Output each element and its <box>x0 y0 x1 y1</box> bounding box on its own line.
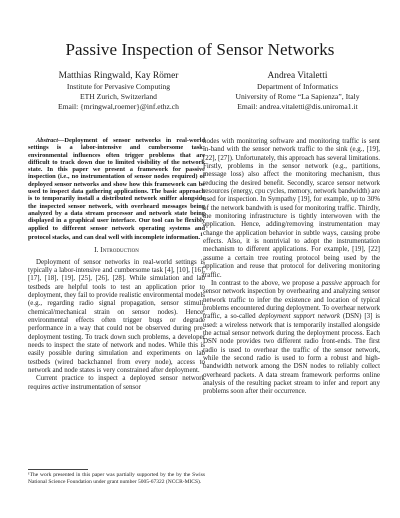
emphasis-dsn: deployment support network <box>258 312 340 321</box>
author-block-left <box>26 70 211 113</box>
author-institution: ETH Zurich, Switzerland <box>80 92 157 102</box>
section-heading: I. Introduction <box>94 245 139 255</box>
right-paragraph-1: nodes with monitoring software and monitoring traffic is sent in-band with the sensor network traffic to the sink (e.g., [19], [22], [27]). Unfortunately, this approach has several limitations. Firstly, problems in the sensor network (e.g., partitions, message loss) also affect the monitoring mechanism, thus reducing the desired benefit. Secondly, scarce sensor network resources (energy, cpu cycles, memory, network bandwidth) are used for inspection. In Sympathy [19], for example, up to 30% of the network bandwith is used for monitoring traffic. Thirdly, the monitoring infrastructure is tightly interwoven with the application. Hence, adding/removing instrumentation may change the application behavior in subtle ways, causing probe effects. Also, it is nontrivial to adopt the instrumentation mechanism to different applications. For example, [19], [22] assume a certain tree routing protocol being used by the application and reuse that protocol for delivering monitoring traffic. <box>203 137 380 279</box>
emphasis-active: active <box>52 382 69 391</box>
footnote-rule <box>28 469 88 470</box>
abstract-label: Abstract <box>36 137 59 144</box>
author-institution: University of Rome “La Sapienza”, Italy <box>235 92 360 102</box>
author-names: Matthias Ringwald, Kay Römer <box>58 71 179 81</box>
text-run: In contrast to the above, we propose a <box>211 278 322 287</box>
text-run: Current practice to inspect a deployed sensor network requires <box>28 374 205 391</box>
footnote-mark: 1 <box>200 231 203 238</box>
emphasis-passive: passive <box>321 278 343 287</box>
text-run: approach for sensor network inspection by overhearing and analyzing sensor network traffic to infer the existence and location of typical problems encountered during deployment. To overhear network traffic, a so-called <box>203 278 381 321</box>
author-block-right <box>205 70 390 113</box>
abstract <box>28 137 205 241</box>
intro-paragraph-1: Deployment of sensor networks in real-world settings is typically a labor-intensive and cumbersome task [4], [10], [16], [17], [18], [19], [25], [26], [28]. While simulation and lab testbeds are helpful tools to test an application prior to deployment, they fail to provide realistic environmental models (e.g., regarding radio signal propagation, sensor stimuli, chemical/mechanical strain on sensor nodes). Hence, environmental effects often trigger bugs or degrade performance in a way that could not be observed during pre-deployment testing. To track down such problems, a developer needs to inspect the state of network and nodes. While this is easily possible during simulation and experiments on lab testbeds (wired backchannel from every node), access to network and node states is very constrained after deployment. <box>28 257 205 375</box>
paper-title: Passive Inspection of Sensor Networks <box>65 40 335 59</box>
left-column <box>28 137 205 391</box>
author-email: Email: {mringwal,roemer}@inf.ethz.ch <box>58 102 179 112</box>
text-run: (DSN) [3] is used: a wireless network that is temporarily installed alongside the actual sensor network during the deployment process. Each DSN node provides two different radio front-ends. The first radio is used to overhear the traffic of the sensor network, while the second radio is used to form a robust and high-bandwidth network among the DSN nodes to reliably collect overheard packets. A data stream framework performs online analysis of the resulting packet stream to infer and report any problems soon after their occurrence. <box>203 312 380 396</box>
author-affiliation: Department of Informatics <box>257 82 338 91</box>
author-names: Andrea Vitaletti <box>267 71 328 81</box>
right-column <box>203 137 380 396</box>
author-email: Email: andrea.vitaletti@dis.uniroma1.it <box>237 102 358 112</box>
intro-paragraph-2 <box>28 374 205 391</box>
author-affiliation: Institute for Pervasive Computing <box>66 82 171 91</box>
footnote: ¹The work presented in this paper was partially supported by the by the Swiss National Science Foundation under grant number 5005-67322 (NCCR-MICS). <box>28 472 205 485</box>
right-paragraph-2 <box>203 279 380 396</box>
abstract-text: —Deployment of sensor networks in real-world settings is a labor-intensive and cumbersome task: environmental influences often trigger problems that are difficult to track down due to limited visibility of the network state. In this paper we present a framework for passive inspection (i.e., no instrumentation of sensor nodes required) of deployed sensor networks and show how this framework can be used to inspect data gathering applications. The basic approach is to temporarily install a distributed network sniffer alongside the inspected sensor network, with overheard messages being analyzed by a data stream processor and network state being displayed in a graphical user interface. Our tool can be flexibly applied to different sensor network operating systems and protocol stacks, and can deal well with incomplete information. <box>28 137 205 241</box>
text-run: instrumentation of sensor <box>68 382 141 391</box>
